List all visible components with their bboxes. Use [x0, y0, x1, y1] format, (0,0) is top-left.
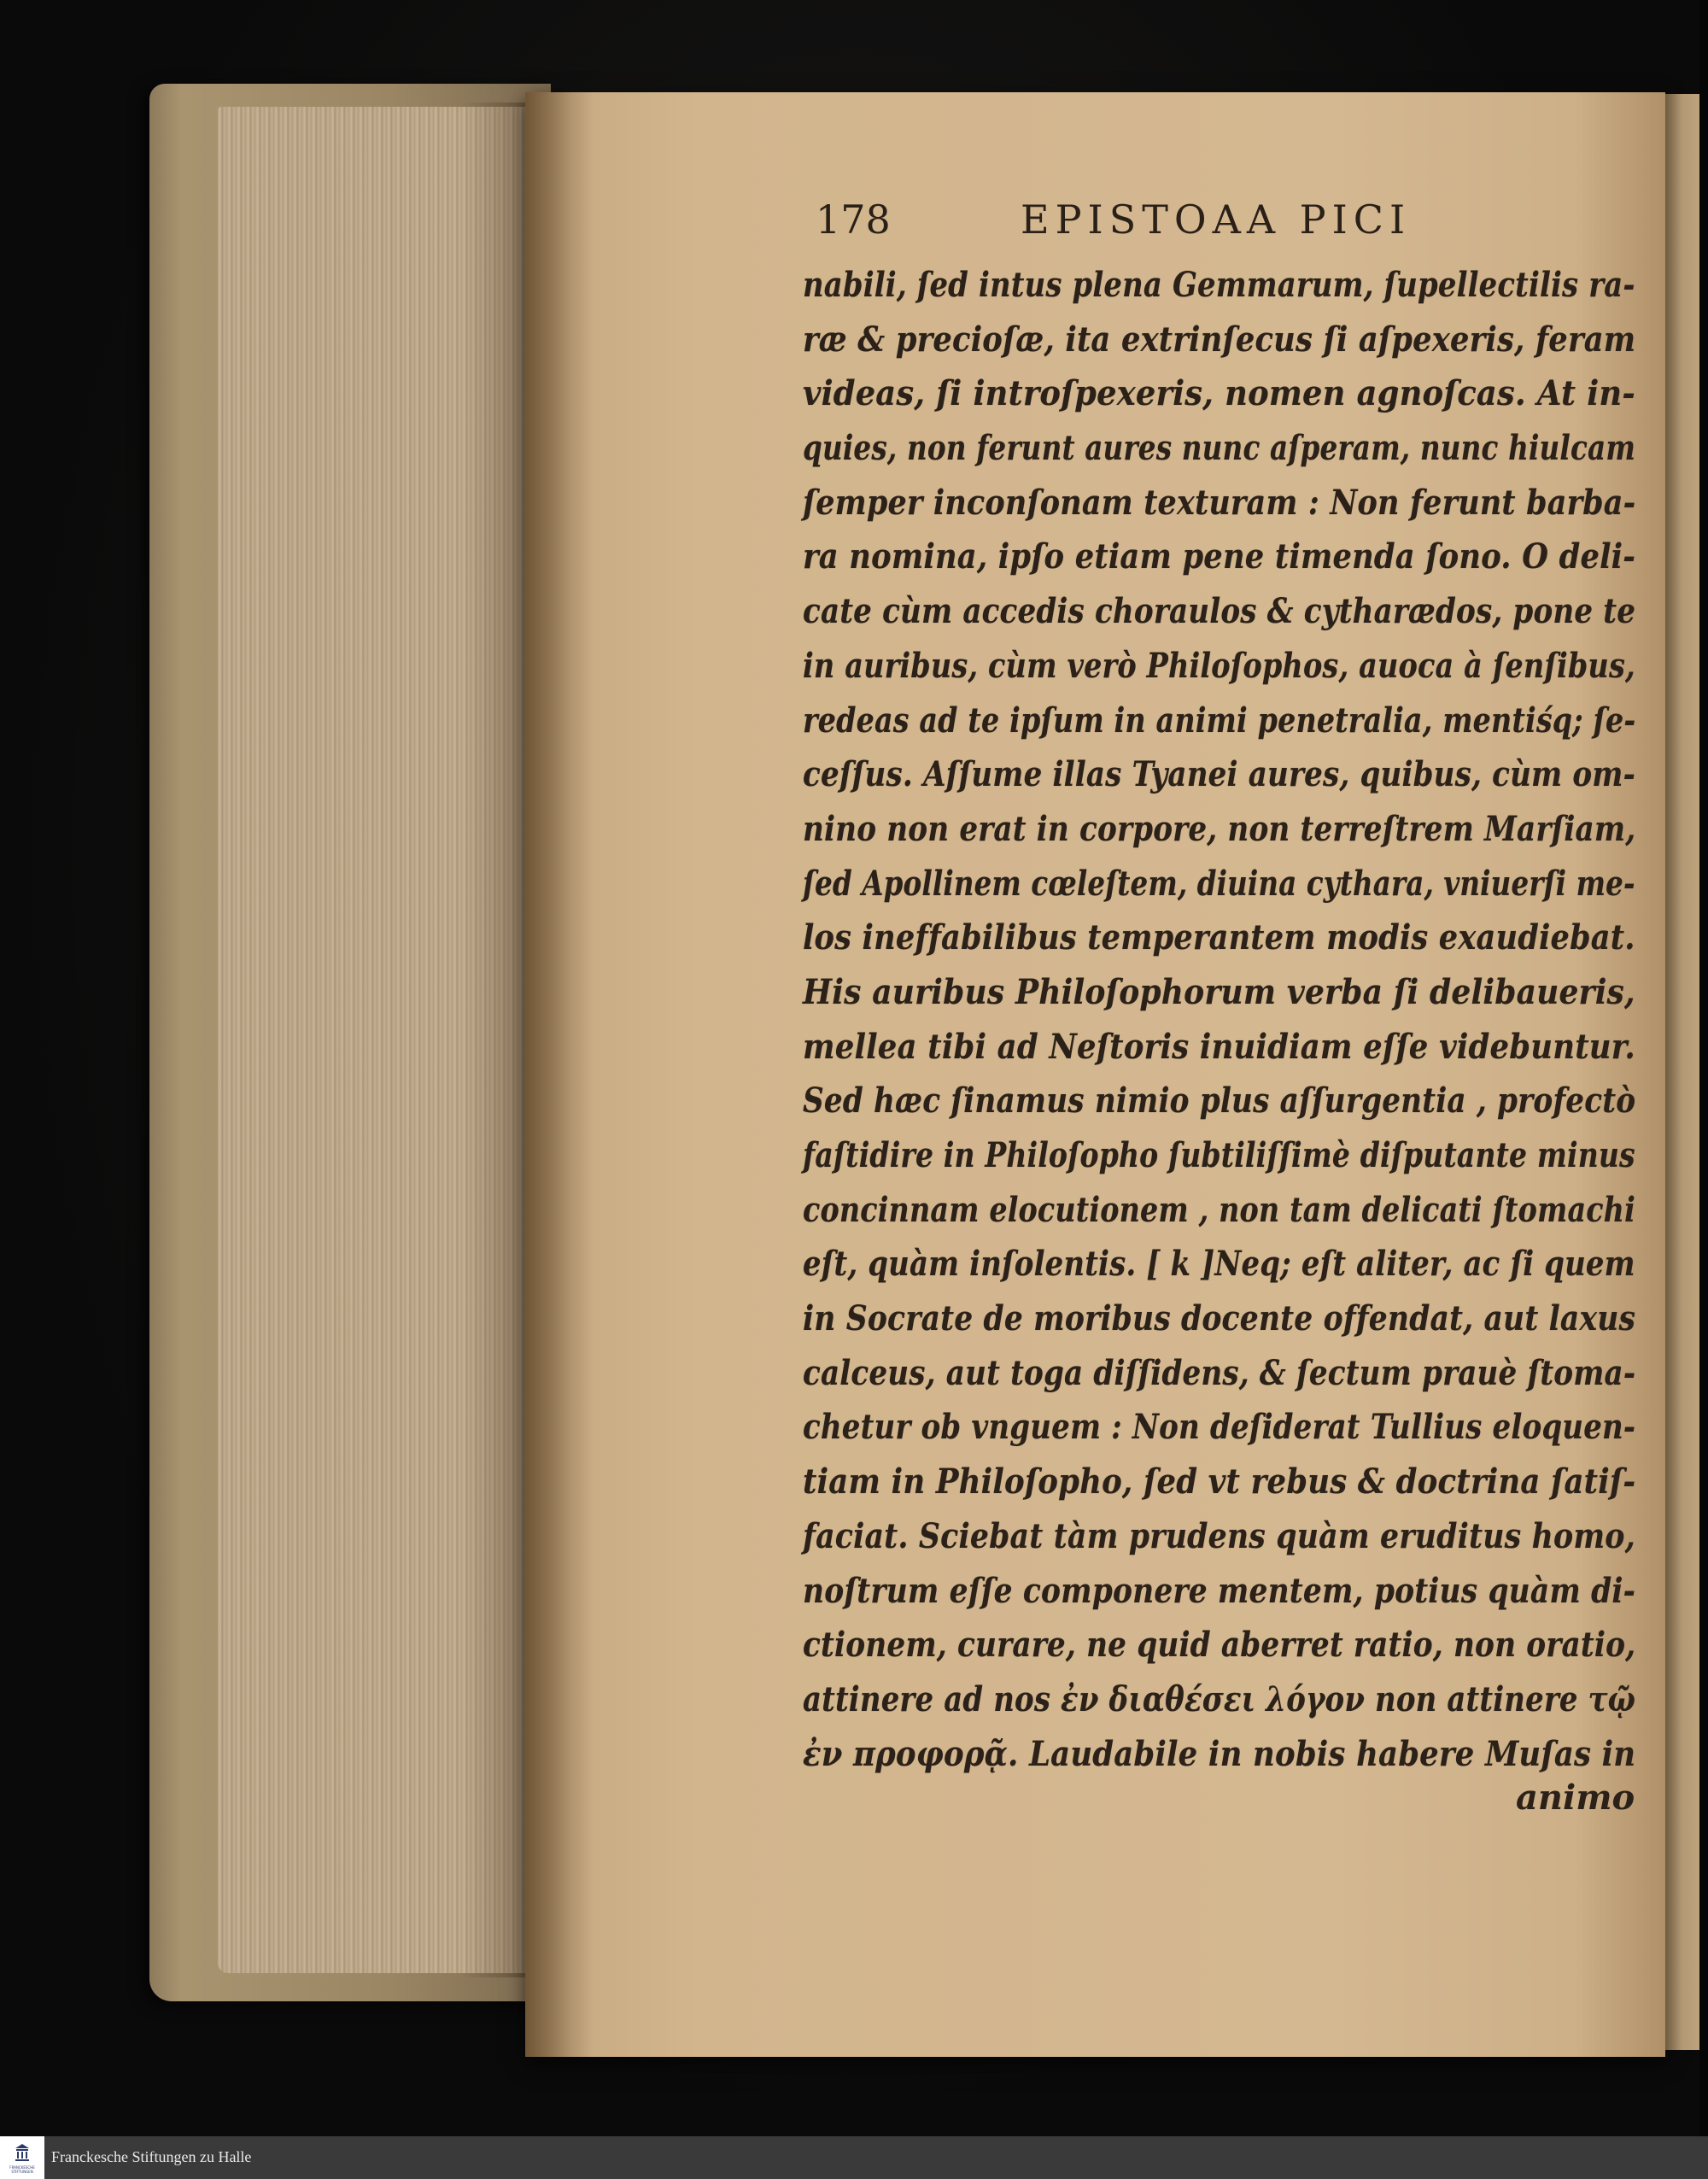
- text-line: videas, ſi introſpexeris, nomen agnoſcas. At in-: [803, 373, 1635, 414]
- catchword: animo: [1516, 1778, 1635, 1818]
- text-line: ctionem, curare, ne quid aberret ratio, non oratio,: [803, 1625, 1636, 1666]
- text-line: chetur ob vnguem : Non deſiderat Tullius eloquen-: [803, 1407, 1636, 1448]
- text-line: ſed Apollinem cœleſtem, diuina cythara, vniuerſi me-: [803, 863, 1635, 904]
- text-line: ra nomina, ipſo etiam pene timenda ſono. O deli-: [803, 536, 1636, 577]
- institution-logo[interactable]: [0, 2136, 44, 2179]
- page-number: 178: [816, 196, 891, 243]
- footer-bar: [0, 2136, 1708, 2179]
- text-line: tiam in Philoſopho, ſed vt rebus & doctrina ſatiſ-: [803, 1461, 1636, 1502]
- logo-text: FRANCKESCHE STIFTUNGEN: [9, 2165, 35, 2174]
- footer-institution-label: Franckesche Stiftungen zu Halle: [51, 2148, 252, 2165]
- text-line: nino non erat in corpore, non terreſtrem Marſiam,: [803, 808, 1636, 849]
- text-line: eſt, quàm inſolentis. [ k ]Neq; eſt aliter, ac ſi quem: [803, 1244, 1635, 1285]
- text-line: concinnam elocutionem , non tam delicati ſtomachi: [803, 1189, 1635, 1230]
- text-line: noſtrum eſſe componere mentem, potius quàm di-: [803, 1570, 1636, 1611]
- text-line: ceſſus. Aſſume illas Tyanei aures, quibus, cùm om-: [803, 754, 1635, 795]
- text-line: ἐν προφορᾷ. Laudabile in nobis habere Muſas in: [803, 1733, 1636, 1774]
- text-line: redeas ad te ipſum in animi penetralia, mentiśq; ſe-: [803, 700, 1636, 741]
- text-line: His auribus Philoſophorum verba ſi delibaueris,: [803, 971, 1635, 1012]
- text-line: mellea tibi ad Neſtoris inuidiam eſſe videbuntur.: [803, 1026, 1635, 1067]
- page-body-text: [803, 258, 1635, 1781]
- text-line: in auribus, cùm verò Philoſophos, auoca à ſenſibus,: [803, 645, 1635, 686]
- text-line: attinere ad nos ἐν διαθέσει λόγον non attinere τῷ: [803, 1678, 1636, 1719]
- running-head: EPISTOAA PICI: [1021, 196, 1412, 243]
- scan-edge: [1699, 0, 1708, 2136]
- text-line: ſemper inconſonam texturam : Non ferunt barba-: [803, 482, 1636, 523]
- text-line: Sed hæc ſinamus nimio plus aſſurgentia , profectò: [803, 1081, 1636, 1122]
- text-line: quies, non ferunt aures nunc aſperam, nunc hiulcam: [803, 428, 1636, 469]
- text-line: los ineffabilibus temperantem modis exaudiebat.: [803, 917, 1635, 958]
- text-line: in Socrate de moribus docente offendat, aut laxus: [803, 1298, 1636, 1339]
- text-line: faſtidire in Philoſopho ſubtiliſſimè diſputante minus: [803, 1135, 1635, 1175]
- building-icon: [14, 2143, 31, 2162]
- gutter-shadow: [525, 92, 594, 2057]
- text-line: cate cùm accedis choraulos & cytharædos, pone te: [803, 591, 1636, 632]
- text-line: calceus, aut toga diſſidens, & ſectum prauè ſtoma-: [803, 1352, 1636, 1393]
- text-line: ræ & precioſæ, ita extrinſecus ſi aſpexeris, feram: [803, 319, 1636, 360]
- text-line: faciat. Sciebat tàm prudens quàm eruditus homo,: [803, 1515, 1635, 1556]
- text-line: nabili, ſed intus plena Gemmarum, ſupellectilis ra-: [803, 265, 1635, 305]
